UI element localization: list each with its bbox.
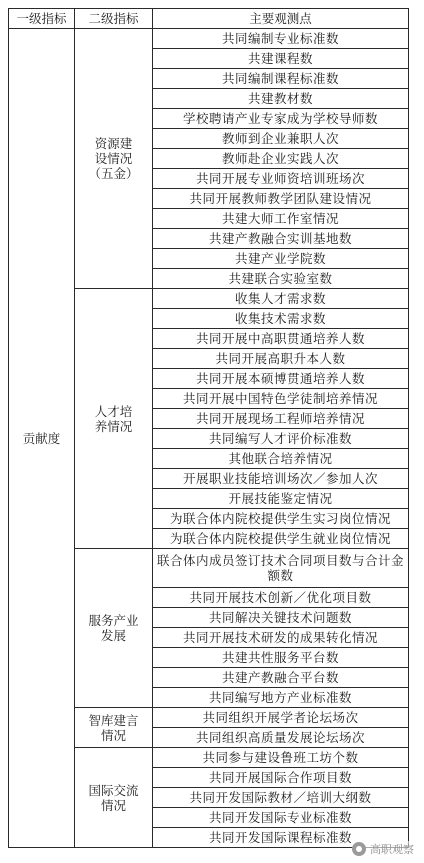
level2-line: 设情况 <box>94 151 133 166</box>
level2-line: 情况 <box>100 797 126 813</box>
observation-point: 共同编写地方产业标准数 <box>153 688 409 708</box>
observation-point: 共建产教融合实训基地数 <box>153 229 409 249</box>
observation-point: 共建大师工作室情况 <box>153 209 409 229</box>
level2-line: 人才培 <box>94 403 133 419</box>
observation-point: 共建教材数 <box>153 89 409 109</box>
observation-point: 共建产教融合平台数 <box>153 668 409 688</box>
observation-point: 共建课程数 <box>153 49 409 69</box>
observation-point: 共同开展教师教学团队建设情况 <box>153 189 409 209</box>
observation-point: 收集人才需求数 <box>153 289 409 309</box>
level2-line: 国际交流 <box>88 782 139 798</box>
level2-cell <box>75 748 153 848</box>
header-row <box>9 9 409 29</box>
observation-point: 共同开展本硕博贯通培养人数 <box>153 369 409 389</box>
observation-point: 收集技术需求数 <box>153 309 409 329</box>
observation-point: 共同开展高职升本人数 <box>153 349 409 369</box>
table-row <box>9 29 409 49</box>
observation-point: 共同组织高质量发展论坛场次 <box>153 728 409 748</box>
observation-point: 共同开展现场工程师培养情况 <box>153 409 409 429</box>
header-level2: 二级指标 <box>75 9 153 29</box>
observation-point: 教师到企业兼职人次 <box>153 129 409 149</box>
observation-point: 为联合体内院校提供学生就业岗位情况 <box>153 529 409 549</box>
observation-point: 共同组织开展学者论坛场次 <box>153 708 409 728</box>
observation-point: 共同开发国际教材／培训大纲数 <box>153 788 409 808</box>
level2-cell <box>75 29 153 289</box>
level2-line: 服务产业 <box>88 613 139 628</box>
observation-point: 教师赴企业实践人次 <box>153 149 409 169</box>
observation-point: 其他联合培养情况 <box>153 449 409 469</box>
observation-point: 共建共性服务平台数 <box>153 648 409 668</box>
indicator-table <box>8 8 409 848</box>
observation-point: 共同开展国际合作项目数 <box>153 768 409 788</box>
observation-point: 开展职业技能培训场次／参加人次 <box>153 469 409 489</box>
observation-point: 共同开展技术研发的成果转化情况 <box>153 628 409 648</box>
observation-point: 开展技能鉴定情况 <box>153 489 409 509</box>
header-level1: 一级指标 <box>9 9 75 29</box>
observation-point: 为联合体内院校提供学生实习岗位情况 <box>153 509 409 529</box>
observation-point: 共同编写人才评价标准数 <box>153 429 409 449</box>
watermark <box>352 841 414 857</box>
observation-point: 共同解决关键技术问题数 <box>153 608 409 628</box>
observation-point: 共同开展中国特色学徒制培养情况 <box>153 389 409 409</box>
level2-cell <box>75 708 153 748</box>
level1-cell: 贡献度 <box>9 29 75 848</box>
observation-point: 共同开发国际专业标准数 <box>153 808 409 828</box>
level2-line: 发展 <box>100 628 126 643</box>
observation-point: 共建产业学院数 <box>153 249 409 269</box>
observation-point: 共同编制专业标准数 <box>153 29 409 49</box>
level2-line: 养情况 <box>94 418 133 434</box>
observation-point: 共建联合实验室数 <box>153 269 409 289</box>
observation-point: 共同开展专业师资培训班场次 <box>153 169 409 189</box>
level2-cell <box>75 549 153 708</box>
observation-point: 共同开展中高职贯通培养人数 <box>153 329 409 349</box>
watermark-text: 高职观察 <box>370 843 414 856</box>
observation-point: 学校聘请产业专家成为学校导师数 <box>153 109 409 129</box>
observation-point: 共同开发国际课程标准数 <box>153 828 409 848</box>
level2-line: 资源建 <box>94 136 133 151</box>
observation-point: 联合体内成员签订技术合同项目数与合计金额数 <box>153 549 409 588</box>
observation-point: 共同编制课程标准数 <box>153 69 409 89</box>
table-body <box>9 29 409 848</box>
level2-line: （五金） <box>88 166 139 181</box>
observation-point: 共同开展技术创新／优化项目数 <box>153 588 409 608</box>
wechat-logo-icon <box>352 842 366 856</box>
level2-cell <box>75 289 153 549</box>
header-points: 主要观测点 <box>153 9 409 29</box>
level2-line: 智库建言 <box>88 712 139 728</box>
level2-line: 情况 <box>100 727 126 743</box>
observation-point: 共同参与建设鲁班工坊个数 <box>153 748 409 768</box>
